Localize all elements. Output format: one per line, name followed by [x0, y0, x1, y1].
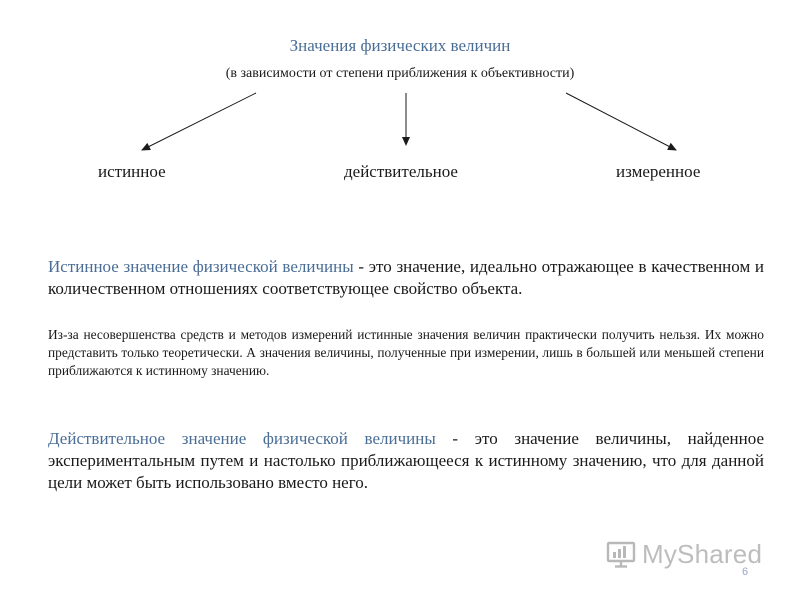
page-number: 6	[742, 566, 749, 578]
slide-title: Значения физических величин	[289, 36, 511, 55]
myshared-logo-text: MyShared	[642, 538, 763, 569]
true-value-definition	[48, 256, 764, 300]
category-measured: измеренное	[616, 162, 701, 181]
true-value-term: Истинное значение физической величины	[48, 257, 354, 276]
category-actual: действительное	[344, 162, 458, 181]
arrow-right	[566, 93, 676, 150]
true-value-note: Из-за несовершенства средств и методов измерений истинные значения величин практически получить нельзя. Их можно представить только теоретически. А значения величины, полученные при измерении, лишь в большей или меньшей степени приближаются к истинному значению.	[48, 327, 764, 378]
category-true: истинное	[98, 162, 166, 181]
true-value-text: - это значение, идеально отражающее в качественном и количественном отношениях соответствующее свойство объекта.	[48, 257, 765, 298]
actual-value-term: Действительное значение физической величины	[48, 429, 436, 448]
myshared-logo-icon	[606, 540, 636, 568]
actual-value-text: - это значение величины, найденное экспериментальным путем и настолько приближающееся к истинному значению, что для данной цели может быть использовано вместо него.	[48, 429, 765, 492]
actual-value-definition	[48, 428, 764, 494]
slide-subtitle: (в зависимости от степени приближения к объективности)	[225, 66, 575, 81]
arrow-left	[142, 93, 256, 150]
